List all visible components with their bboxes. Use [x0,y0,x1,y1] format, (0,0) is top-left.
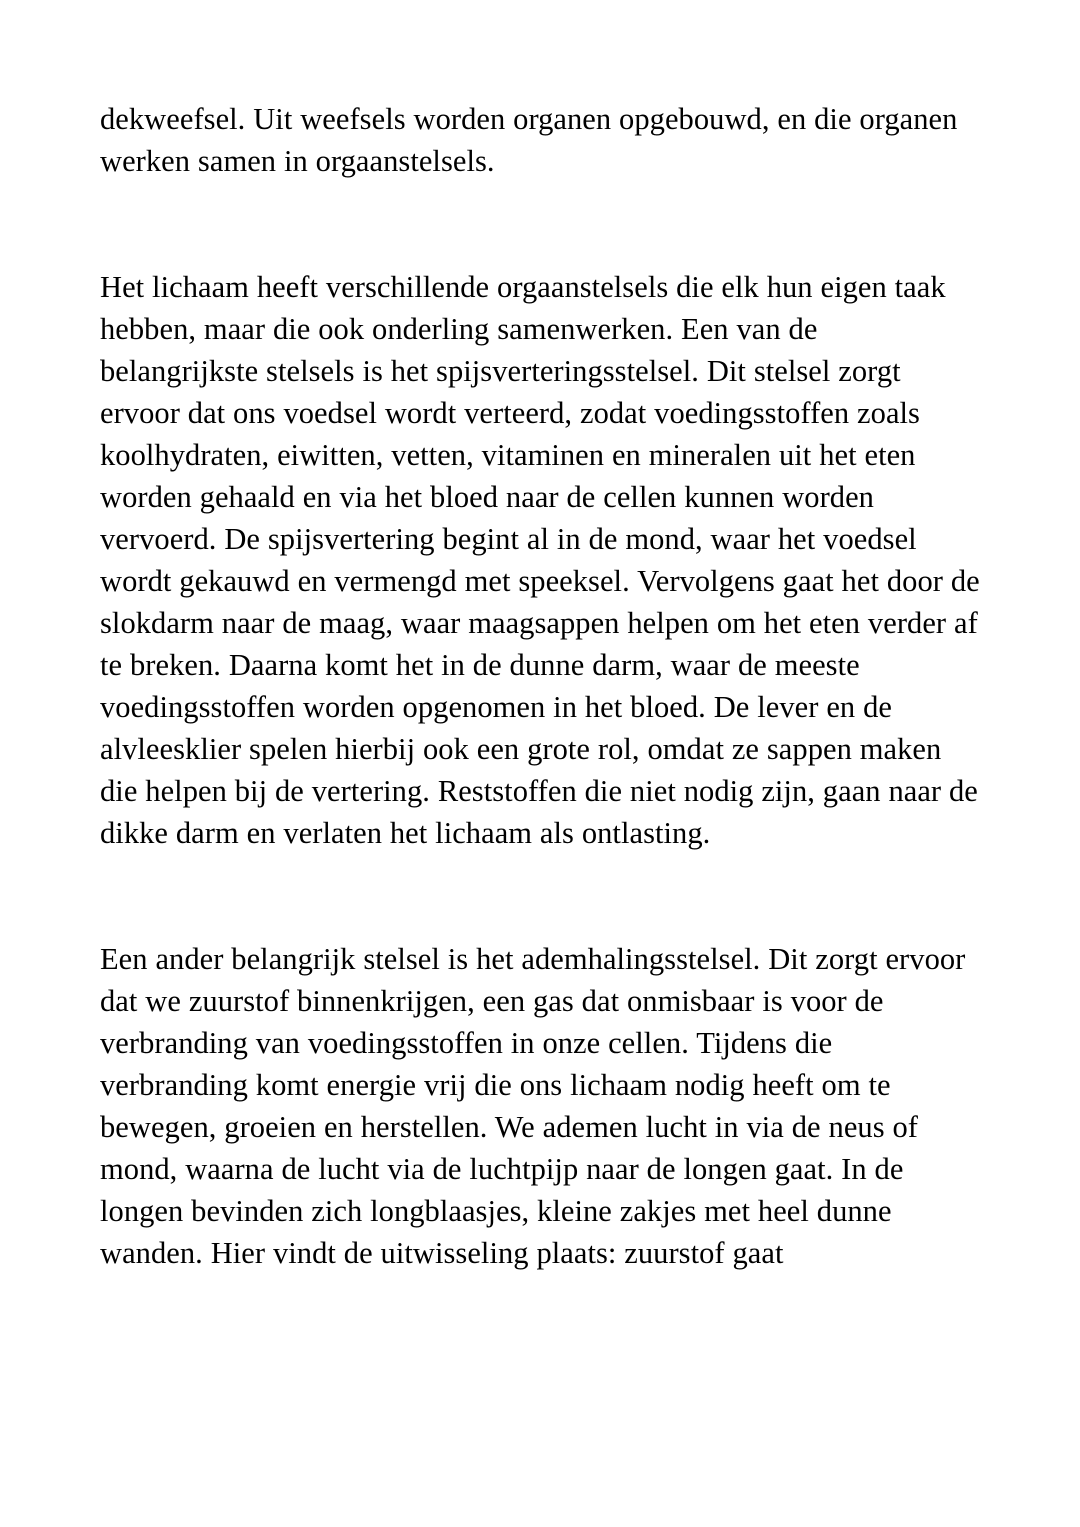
document-text-column [100,98,988,1274]
paragraph-1: dekweefsel. Uit weefsels worden organen opgebouwd, en die organen werken samen in orgaanstelsels. [100,102,966,178]
paragraph-3: Een ander belangrijk stelsel is het ademhalingsstelsel. Dit zorgt ervoor dat we zuurstof binnenkrijgen, een gas dat onmisbaar is voor de verbranding van voedingsstoffen in onze cellen. Tijdens die verbranding komt energie vrij die ons lichaam nodig heeft om te bewegen, groeien en herstellen. We ademen lucht in via de neus of mond, waarna de lucht via de luchtpijp naar de longen gaat. In de longen bevinden zich longblaasjes, kleine zakjes met heel dunne wanden. Hier vindt de uitwisseling plaats: zuurstof gaat [100,942,974,1270]
paragraph-2: Het lichaam heeft verschillende orgaanstelsels die elk hun eigen taak hebben, maar die ook onderling samenwerken. Een van de belangrijkste stelsels is het spijsverteringsstelsel. Dit stelsel zorgt ervoor dat ons voedsel wordt verteerd, zodat voedingsstoffen zoals koolhydraten, eiwitten, vetten, vitaminen en mineralen uit het eten worden gehaald en via het bloed naar de cellen kunnen worden vervoerd. De spijsvertering begint al in de mond, waar het voedsel wordt gekauwd en vermengd met speeksel. Vervolgens gaat het door de slokdarm naar de maag, waar maagsappen helpen om het eten verder af te breken. Daarna komt het in de dunne darm, waar de meeste voedingsstoffen worden opgenomen in het bloed. De lever en de alvleesklier spelen hierbij ook een grote rol, omdat ze sappen maken die helpen bij de vertering. Reststoffen die niet nodig zijn, gaan naar de dikke darm en verlaten het lichaam als ontlasting. [100,270,988,850]
